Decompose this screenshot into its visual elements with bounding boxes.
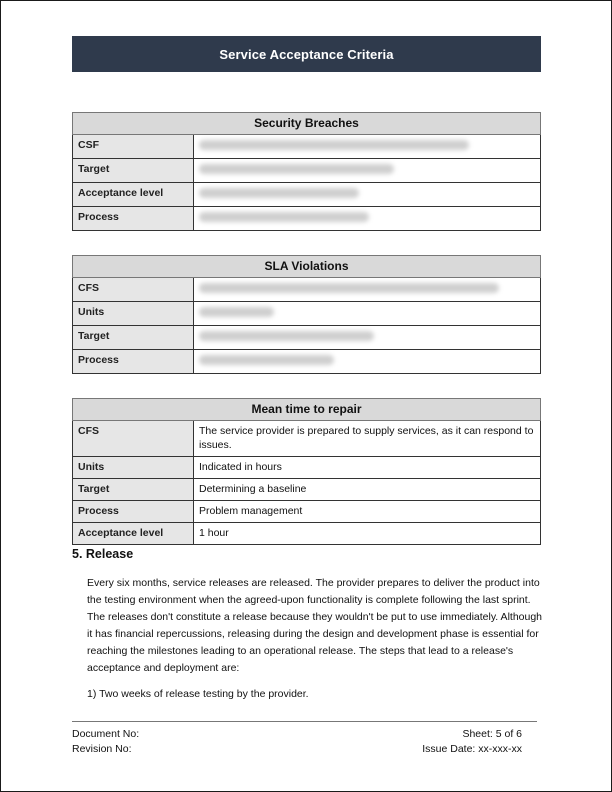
section-heading-release: 5. Release <box>72 547 134 561</box>
row-value-redacted <box>194 326 541 350</box>
security-breaches-table <box>72 112 541 231</box>
table-row <box>73 183 541 207</box>
table-row <box>73 278 541 302</box>
redacted-text <box>199 188 359 198</box>
table-heading: Security Breaches <box>73 113 541 135</box>
issue-date: Issue Date: xx-xxx-xx <box>422 743 522 755</box>
row-value: 1 hour <box>194 523 541 545</box>
sla-violations-table <box>72 255 541 374</box>
table-row <box>73 501 541 523</box>
row-label: Target <box>73 479 194 501</box>
row-label: Target <box>73 159 194 183</box>
row-label: CFS <box>73 278 194 302</box>
redacted-text <box>199 283 499 293</box>
table-row <box>73 479 541 501</box>
footer-right <box>422 727 522 757</box>
revision-no-label: Revision No: <box>72 743 132 755</box>
row-label: CSF <box>73 135 194 159</box>
row-value: Determining a baseline <box>194 479 541 501</box>
row-value-redacted <box>194 302 541 326</box>
table-row <box>73 207 541 231</box>
table-row <box>73 135 541 159</box>
table-heading: Mean time to repair <box>73 399 541 421</box>
table-heading: SLA Violations <box>73 256 541 278</box>
row-value: Problem management <box>194 501 541 523</box>
row-value-redacted <box>194 278 541 302</box>
footer-left <box>72 727 139 757</box>
row-label: Acceptance level <box>73 523 194 545</box>
table-row <box>73 326 541 350</box>
redacted-text <box>199 307 274 317</box>
row-label: CFS <box>73 421 194 457</box>
redacted-text <box>199 140 469 150</box>
table-row <box>73 302 541 326</box>
table-row <box>73 350 541 374</box>
list-item: 1) Two weeks of release testing by the provider. <box>87 688 309 700</box>
row-value-redacted <box>194 350 541 374</box>
row-label: Process <box>73 501 194 523</box>
table-row <box>73 159 541 183</box>
document-no-label: Document No: <box>72 728 140 740</box>
row-value-redacted <box>194 159 541 183</box>
mean-time-to-repair-table <box>72 398 541 545</box>
sheet-number: Sheet: 5 of 6 <box>462 728 522 740</box>
row-label: Acceptance level <box>73 183 194 207</box>
row-label: Units <box>73 302 194 326</box>
page-title: Service Acceptance Criteria <box>72 36 541 72</box>
row-value: Indicated in hours <box>194 457 541 479</box>
redacted-text <box>199 355 334 365</box>
table-row <box>73 523 541 545</box>
release-paragraph: Every six months, service releases are released. The provider prepares to deliver the product into the testing environment when the agreed-upon functionality is complete following the last sprint. The releases don't constitute a release because they wouldn't be put to use immediately. Although it has financial repercussions, releasing during the design and development phase is essential for reaching the milestones leading to an operational release. The steps that lead to a release's acceptance and deployment are: <box>87 577 543 674</box>
footer-divider <box>72 721 537 722</box>
table-row <box>73 457 541 479</box>
redacted-text <box>199 331 374 341</box>
row-label: Process <box>73 350 194 374</box>
row-value-redacted <box>194 183 541 207</box>
row-value-redacted <box>194 135 541 159</box>
row-label: Units <box>73 457 194 479</box>
redacted-text <box>199 164 394 174</box>
row-value: The service provider is prepared to supply services, as it can respond to issues. <box>194 421 541 457</box>
redacted-text <box>199 212 369 222</box>
row-label: Process <box>73 207 194 231</box>
table-row <box>73 421 541 457</box>
row-label: Target <box>73 326 194 350</box>
row-value-redacted <box>194 207 541 231</box>
